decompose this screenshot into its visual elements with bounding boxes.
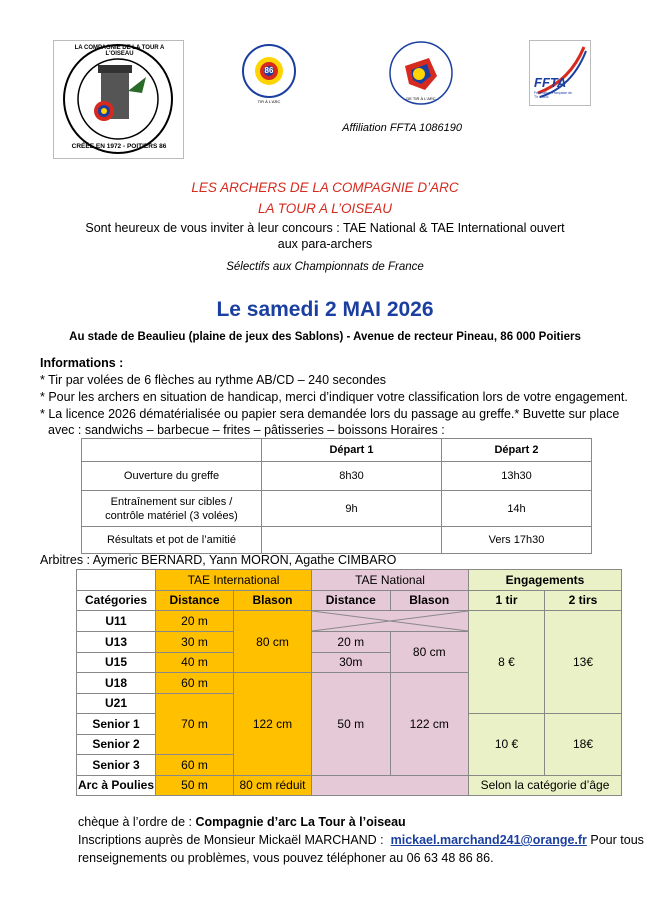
category-senior-1: Senior 1 — [77, 714, 156, 735]
int-distance-u11: 20 m — [156, 611, 234, 632]
grid-corner — [77, 570, 156, 591]
int-distance-poulies: 50 m — [156, 775, 234, 796]
engagement-poulies: Selon la catégorie d’âge — [469, 775, 622, 796]
header-categories: Catégories — [77, 590, 156, 611]
header-1-tir: 1 tir — [469, 590, 545, 611]
ffta-sub: Fédération Française de Tir à l'Arc — [534, 91, 572, 99]
arbitres: Arbitres : Aymeric BERNARD, Yann MORON, Agathe CIMBARO — [40, 553, 397, 567]
ffta-logo — [529, 40, 591, 106]
dept-logo-center: 86 — [264, 66, 274, 75]
title-line-2: LA TOUR A L’OISEAU — [257, 201, 393, 216]
category-u15: U15 — [77, 652, 156, 673]
nat-distance-u15: 30m — [312, 652, 391, 673]
schedule-row-label: Entraînement sur cibles / contrôle matériel (3 volées) — [82, 491, 262, 527]
schedule-cell: 8h30 — [262, 462, 442, 491]
info-line-4: avec : sandwichs – barbecue – frites – pâtisseries – boissons Horaires : — [48, 423, 445, 437]
affiliation: Affiliation FFTA 1086190 — [342, 122, 462, 134]
invite-line-2: aux para-archers — [277, 237, 373, 251]
int-distance-u21-s2: 70 m — [156, 693, 234, 755]
info-line-2: * Pour les archers en situation de handicap, merci d’indiquer votre classification lors de votre engagement. — [40, 390, 628, 404]
header-engagements: Engagements — [469, 570, 622, 591]
header-int-blason: Blason — [234, 590, 312, 611]
header-nat-blason: Blason — [390, 590, 469, 611]
inscriptions-prefix: Inscriptions auprès de Monsieur Mickaël MARCHAND : — [78, 833, 391, 847]
schedule-row-label: Résultats et pot de l’amitié — [82, 527, 262, 554]
int-distance-s3: 60 m — [156, 755, 234, 776]
info-line-1: * Tir par volées de 6 flèches au rythme AB/CD – 240 secondes — [40, 373, 387, 387]
int-distance-u18: 60 m — [156, 673, 234, 694]
club-logo-emblem — [54, 41, 183, 158]
cross-icon — [312, 611, 468, 631]
inscriptions-suffix: Pour tous — [586, 833, 644, 847]
header-tae-international: TAE International — [156, 570, 312, 591]
nat-blason-u18-s3: 122 cm — [390, 673, 469, 776]
nat-u11-not-applicable — [312, 611, 469, 632]
nat-distance-u18-s3: 50 m — [312, 673, 391, 776]
club-logo-bottom-text: CRÉÉE EN 1972 - POITIERS 86 — [71, 143, 167, 150]
cheque-name: Compagnie d’arc La Tour à l’oiseau — [195, 815, 406, 829]
engagement-young-1-tir: 8 € — [469, 611, 545, 714]
category-senior-2: Senior 2 — [77, 734, 156, 755]
schedule-header-blank — [82, 439, 262, 462]
nat-distance-u13: 20 m — [312, 632, 391, 653]
dept-logo — [241, 43, 297, 109]
category-u21: U21 — [77, 693, 156, 714]
region-logo — [385, 40, 457, 106]
info-title: Informations : — [40, 356, 124, 370]
category-arc-a-poulies: Arc à Poulies — [77, 775, 156, 796]
invite-line-1: Sont heureux de vous inviter à leur concours : TAE National & TAE International ouvert — [85, 221, 565, 235]
dept-logo-bottom: TIR À L'ARC — [257, 99, 281, 104]
nat-poulies-empty — [312, 775, 469, 796]
schedule-cell: 9h — [262, 491, 442, 527]
schedule-row-label: Ouverture du greffe — [82, 462, 262, 491]
email-link[interactable]: mickael.marchand241@orange.fr — [390, 833, 587, 847]
header-nat-distance: Distance — [312, 590, 391, 611]
info-line-3: * La licence 2026 dématérialisée ou papier sera demandée lors du passage au greffe.* Buvette sur place — [40, 407, 620, 421]
renseignements-line: renseignements ou problèmes, vous pouvez téléphoner au 06 63 48 86 86. — [78, 851, 494, 865]
category-u13: U13 — [77, 632, 156, 653]
schedule-header-depart-1: Départ 1 — [262, 439, 442, 462]
selectifs: Sélectifs aux Championnats de France — [226, 261, 424, 273]
int-blason-poulies: 80 cm réduit — [234, 775, 312, 796]
schedule-cell: 13h30 — [442, 462, 592, 491]
schedule-table — [81, 438, 592, 554]
category-u11: U11 — [77, 611, 156, 632]
category-u18: U18 — [77, 673, 156, 694]
header-int-distance: Distance — [156, 590, 234, 611]
schedule-cell: 14h — [442, 491, 592, 527]
club-logo — [53, 40, 184, 159]
venue: Au stade de Beaulieu (plaine de jeux des Sablons) - Avenue de recteur Pineau, 86 000 Poitiers — [69, 331, 581, 343]
inscriptions-line — [78, 832, 644, 848]
int-distance-u13: 30 m — [156, 632, 234, 653]
int-blason-u11-u15: 80 cm — [234, 611, 312, 673]
title-line-1: LES ARCHERS DE LA COMPAGNIE D’ARC — [191, 180, 459, 195]
int-distance-u15: 40 m — [156, 652, 234, 673]
cheque-line — [78, 814, 406, 830]
category-senior-3: Senior 3 — [77, 755, 156, 776]
engagement-adult-1-tir: 10 € — [469, 714, 545, 776]
header-tae-national: TAE National — [312, 570, 469, 591]
club-logo-ring-text: LA COMPAGNIE DE LA TOUR A L'OISEAU — [74, 45, 165, 57]
cheque-prefix: chèque à l’ordre de : — [78, 815, 196, 829]
schedule-cell — [262, 527, 442, 554]
engagement-young-2-tirs: 13€ — [545, 611, 622, 714]
region-logo-bottom: DE TIR À L'ARC — [406, 96, 436, 101]
ffta-brand: FFTA — [534, 75, 567, 90]
categories-table — [76, 569, 622, 796]
int-blason-u18-s3: 122 cm — [234, 673, 312, 776]
schedule-header-depart-2: Départ 2 — [442, 439, 592, 462]
schedule-cell: Vers 17h30 — [442, 527, 592, 554]
engagement-adult-2-tirs: 18€ — [545, 714, 622, 776]
nat-blason-u13-u15: 80 cm — [390, 632, 469, 673]
header-2-tirs: 2 tirs — [545, 590, 622, 611]
event-date: Le samedi 2 MAI 2026 — [216, 298, 434, 321]
